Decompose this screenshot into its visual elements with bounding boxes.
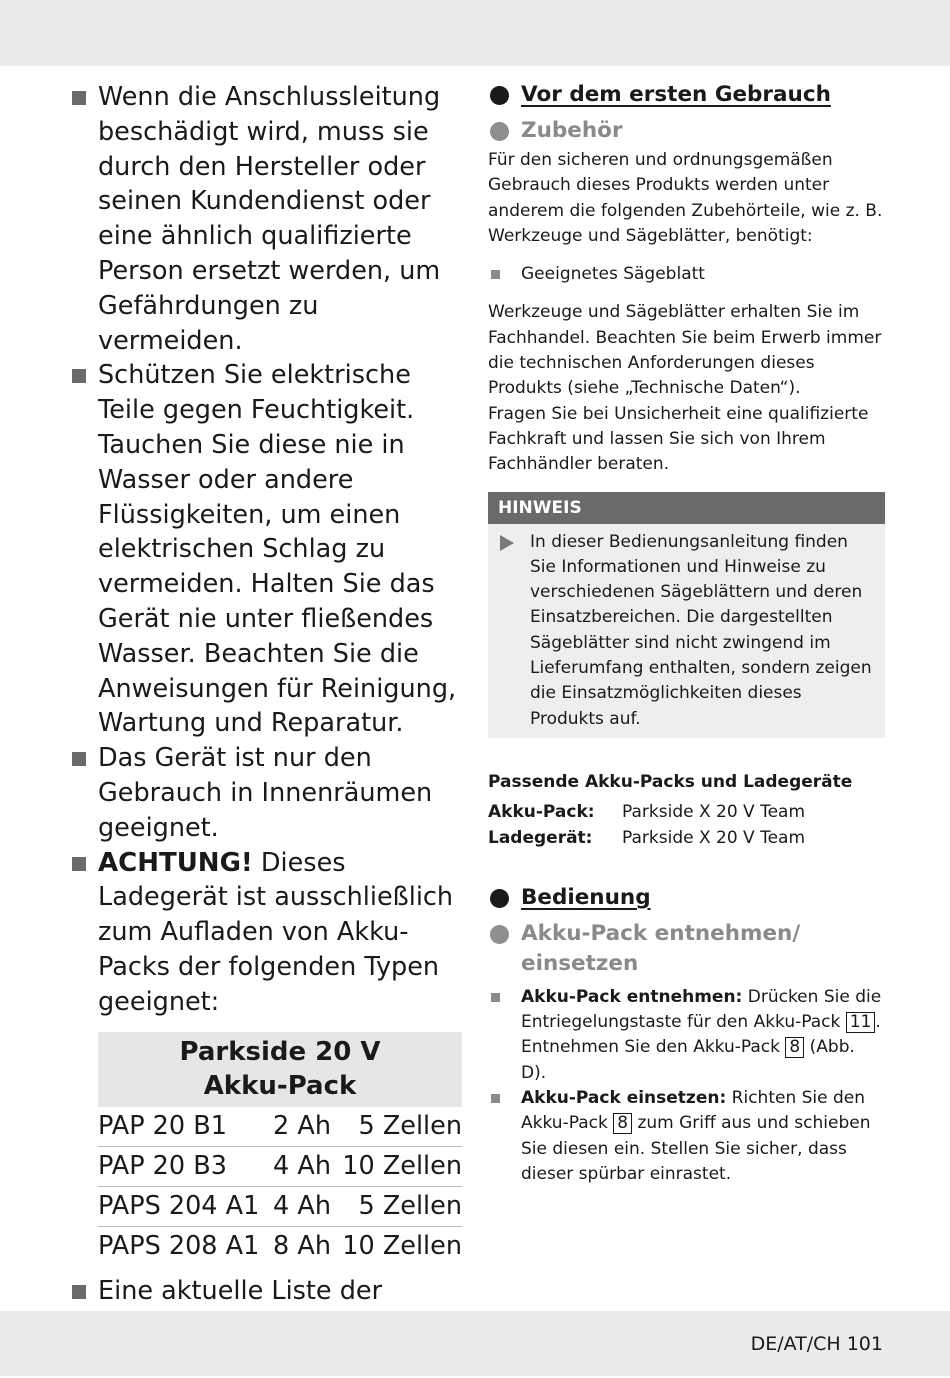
table-header [98, 1032, 462, 1107]
section-heading [488, 883, 885, 913]
bullet-text: Eine aktuelle Liste der [98, 1275, 383, 1306]
charger-value: Parkside X 20 V Team [622, 827, 806, 848]
bullet-text: Schützen Sie elektrische Teile gegen Feuchtigkeit. Tauchen Sie diese nie in Wasser oder andere Flüssigkeiten, um einen elektrischen Schlag zu vermeiden. Halten Sie das Gerät nie unter fließendes Wasser. Beachten Sie die Anweisungen für Reinigung, Wartung und Reparatur. [98, 360, 457, 739]
battery-table [98, 1032, 462, 1266]
table-row [98, 1186, 462, 1226]
note-body [488, 524, 885, 738]
charger-label: Ladegerät: [488, 827, 593, 848]
triangle-arrow-icon [500, 535, 514, 551]
step-label: Akku-Pack einsetzen: [521, 1088, 727, 1109]
capacity-cell: 4 Ah [273, 1146, 342, 1186]
paragraph: Für den sicheren und ordnungsgemäßen Gebrauch dieses Produkts werden unter anderem die folgenden Zubehörteile, wie z. B. Werkzeuge und Sägeblätter, benötigt: [488, 150, 883, 246]
capacity-cell: 8 Ah [273, 1230, 331, 1261]
pack-value: Parkside X 20 V Team [622, 802, 806, 823]
packs-heading: Passende Akku-Packs und Ladegeräte [488, 771, 853, 792]
paragraph: Werkzeuge und Sägeblätter erhalten Sie im Fachhandel. Beachten Sie beim Erwerb immer die technischen Anforderungen dieses Produkts (siehe „Technische Daten“). [488, 302, 882, 399]
filled-circle-icon [490, 86, 509, 105]
part-number: 8 [613, 1113, 632, 1134]
table-title-line2: Akku-Pack [203, 1070, 357, 1101]
step-text: . Entnehmen Sie den Akku-Pack [521, 1012, 881, 1058]
right-column [488, 80, 885, 1187]
model-cell: PAP 20 B3 [98, 1146, 273, 1186]
pack-row [488, 800, 885, 825]
bullet-text: Wenn die Anschlussleitung beschädigt wird, muss sie durch den Hersteller oder seinen Kundendienst oder eine ähnlich qualifizierte Person ersetzt werden, um Gefährdungen zu vermeiden. [98, 82, 441, 356]
pack-label: Akku-Pack: [488, 802, 595, 823]
cells-cell: 10 Zellen [342, 1230, 462, 1261]
gray-circle-icon [490, 122, 509, 141]
paragraph: Fragen Sie bei Unsicherheit eine qualifizierte Fachkraft und lassen Sie sich von Ihrem Fachhändler beraten. [488, 403, 869, 475]
model-cell: PAPS 204 A1 [98, 1186, 273, 1226]
list-item [488, 1086, 885, 1187]
capacity-cell: 2 Ah [273, 1107, 342, 1147]
square-bullet-icon [491, 1094, 500, 1103]
section-title: Vor dem ersten Gebrauch [521, 82, 831, 107]
square-bullet-icon [72, 369, 86, 383]
step-text: Drücken Sie die Entriegelungstaste für den Akku-Pack [521, 986, 882, 1033]
note-box [488, 492, 885, 738]
step-text: zum Griff aus und schieben Sie diesen ein. Stellen Sie sicher, dass dieser spürbar einrastet. [521, 1113, 871, 1184]
part-number: 11 [846, 1012, 876, 1033]
part-number: 8 [785, 1037, 804, 1058]
bullet-text: Geeignetes Sägeblatt [521, 264, 705, 285]
square-bullet-icon [491, 270, 500, 279]
list-item [72, 358, 467, 741]
square-bullet-icon [72, 1285, 86, 1299]
note-text: In dieser Bedienungsanleitung finden Sie Informationen und Hinweise zu verschiedenen Sägeblättern und deren Einsatzbereichen. Die dargestellten Sägeblätter sind nicht zwingend im Lieferumfang enthalten, sondern zeigen die Einsatzmöglichkeiten dieses Produkts auf. [530, 531, 872, 729]
bullet-text: Dieses Ladegerät ist ausschließlich zum Aufladen von Akku-Packs der folgenden Typen geeignet: [98, 847, 454, 1017]
step-text: Richten Sie den Akku-Pack [521, 1088, 866, 1134]
list-item [488, 985, 885, 1086]
step-label: Akku-Pack entnehmen: [521, 986, 743, 1007]
list-item [488, 262, 885, 287]
table-row [98, 1226, 462, 1266]
gray-circle-icon [490, 925, 509, 944]
table-row [98, 1107, 462, 1147]
subsection-title-line1: Akku-Pack entnehmen/ [521, 920, 801, 946]
cells-cell: 5 Zellen [342, 1186, 462, 1226]
model-cell: PAPS 208 A1 [98, 1230, 260, 1261]
square-bullet-icon [72, 752, 86, 766]
subsection-title: Zubehör [521, 118, 623, 143]
filled-circle-icon [490, 889, 509, 908]
header-band [0, 0, 950, 66]
section-heading [488, 80, 885, 110]
cells-cell: 10 Zellen [342, 1146, 462, 1186]
cells-cell: 5 Zellen [342, 1107, 462, 1147]
model-cell: PAP 20 B1 [98, 1107, 273, 1147]
list-item [72, 846, 467, 1020]
left-column [72, 80, 467, 1378]
subsection-heading [488, 116, 885, 146]
square-bullet-icon [491, 993, 500, 1002]
subsection-title-line2: einsetzen [521, 950, 639, 976]
list-item [72, 80, 467, 358]
step-text: (Abb. D). [521, 1037, 855, 1083]
square-bullet-icon [72, 91, 86, 105]
table-row [98, 1146, 462, 1186]
note-title: HINWEIS [488, 492, 885, 524]
table-title-line1: Parkside 20 V [179, 1036, 381, 1067]
capacity-cell: 4 Ah [273, 1186, 342, 1226]
section-title: Bedienung [521, 884, 651, 910]
page-number: DE/AT/CH 101 [750, 1333, 883, 1355]
square-bullet-icon [72, 857, 86, 871]
subsection-heading [488, 919, 885, 979]
charger-row [488, 826, 885, 851]
warning-label: ACHTUNG! [98, 847, 253, 878]
list-item [72, 741, 467, 845]
bullet-text: Das Gerät ist nur den Gebrauch in Innenräumen geeignet. [98, 743, 433, 843]
